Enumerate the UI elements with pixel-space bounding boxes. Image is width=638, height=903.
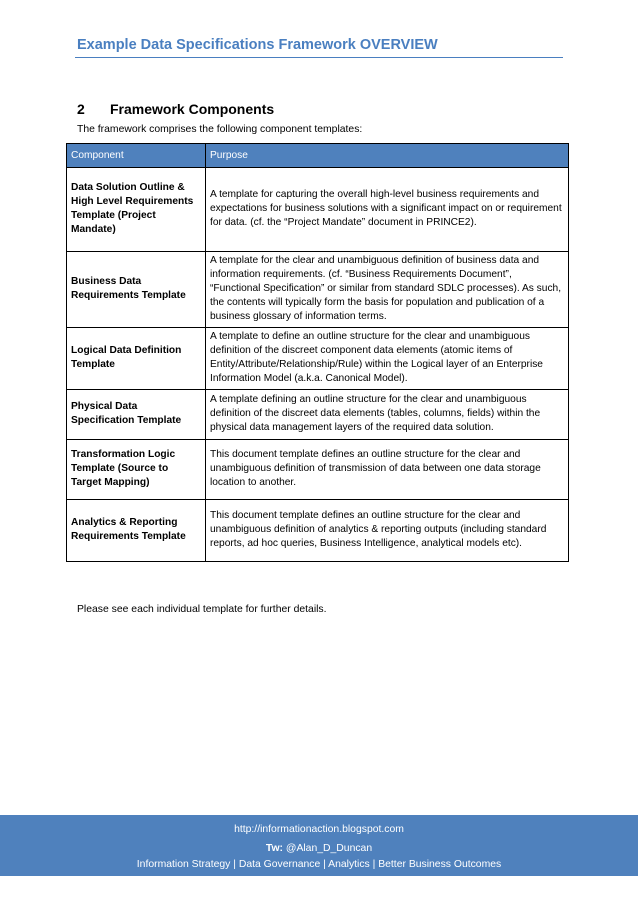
- purpose-cell: This document template defines an outline structure for the clear and unambiguous definition of transmission of data between one data storage location to another.: [206, 440, 569, 500]
- section-heading: [77, 101, 274, 117]
- purpose-cell: This document template defines an outline structure for the clear and unambiguous definition of analytics & reporting outputs (including standard reports, ad hoc queries, Business Intelligence, analytical models etc).: [206, 500, 569, 562]
- purpose-cell: A template defining an outline structure for the clear and unambiguous definition of the discreet data elements (tables, columns, fields) within the physical data management layers of the required data solution.: [206, 390, 569, 440]
- table-row: [67, 168, 569, 252]
- component-cell: Physical Data Specification Template: [67, 390, 206, 440]
- footer-twitter: [0, 843, 638, 854]
- purpose-cell: A template for the clear and unambiguous definition of business data and information requirements. (cf. “Business Requirements Document”, “Functional Specification” or similar from standard SDLC processes). As such, the contents will typically form the basis for population and publication of a business glossary of information terms.: [206, 252, 569, 328]
- column-header-component: Component: [67, 144, 206, 168]
- intro-text: The framework comprises the following component templates:: [77, 124, 363, 135]
- footer-tagline: Information Strategy | Data Governance | Analytics | Better Business Outcomes: [136, 859, 502, 870]
- twitter-handle[interactable]: @Alan_D_Duncan: [285, 843, 373, 854]
- table-row: [67, 440, 569, 500]
- purpose-cell: A template for capturing the overall high-level business requirements and expectations for business solutions with a significant impact on or requirement for data. (cf. the “Project Mandate” document in PRINCE2).: [206, 168, 569, 252]
- twitter-label: Tw:: [265, 843, 283, 854]
- purpose-cell: A template to define an outline structure for the clear and unambiguous definition of the discreet component data elements (atomic items of Entity/Attribute/Relationship/Rule) within the Logical layer of an Enterprise Information Model (a.k.a. Canonical Model).: [206, 328, 569, 390]
- table-row: [67, 390, 569, 440]
- footer-band: [0, 815, 638, 876]
- table-row: [67, 500, 569, 562]
- document-title: Example Data Specifications Framework OVERVIEW: [77, 37, 438, 53]
- table-row: [67, 252, 569, 328]
- section-title: Framework Components: [110, 101, 275, 117]
- footer-url-link[interactable]: http://informationaction.blogspot.com: [234, 824, 404, 835]
- column-header-purpose: Purpose: [206, 144, 569, 168]
- component-cell: Analytics & Reporting Requirements Template: [67, 500, 206, 562]
- table-row: [67, 328, 569, 390]
- table-header-row: [67, 144, 569, 168]
- component-cell: Business Data Requirements Template: [67, 252, 206, 328]
- component-cell: Transformation Logic Template (Source to Target Mapping): [67, 440, 206, 500]
- closing-text: Please see each individual template for further details.: [77, 604, 327, 615]
- components-table: [66, 143, 569, 562]
- component-cell: Data Solution Outline & High Level Requirements Template (Project Mandate): [67, 168, 206, 252]
- component-cell: Logical Data Definition Template: [67, 328, 206, 390]
- header-divider: [75, 57, 563, 58]
- section-number: 2: [77, 101, 85, 117]
